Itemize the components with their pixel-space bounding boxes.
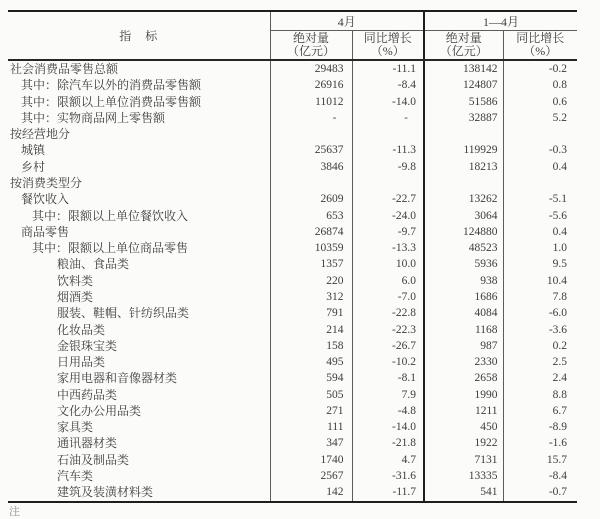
cell-value: 312 xyxy=(270,289,352,305)
cell-value: 594 xyxy=(270,370,352,386)
cell-value: 2330 xyxy=(424,354,503,370)
cell-value: -22.3 xyxy=(352,322,424,338)
cell-value: 124880 xyxy=(424,224,503,240)
table-row xyxy=(8,159,577,175)
cell-value: -11.1 xyxy=(352,60,424,77)
table-row xyxy=(8,256,577,272)
table-row xyxy=(8,77,577,93)
cell-value: -0.3 xyxy=(548,144,568,157)
row-label: 日用品类 xyxy=(8,354,270,370)
cell-value: 271 xyxy=(270,403,352,419)
row-label: 其中：除汽车以外的消费品零售额 xyxy=(8,77,270,93)
header-absolute-unit: （亿元） xyxy=(286,44,335,58)
cell-value: -21.8 xyxy=(352,435,424,451)
table-row xyxy=(8,110,577,126)
cell-value: 505 xyxy=(270,387,352,403)
cell-value: 48523 xyxy=(424,240,503,256)
cell-value: 10.4 xyxy=(546,274,568,287)
cell-value: 1.0 xyxy=(552,242,568,255)
cell-value: 119929 xyxy=(424,142,503,158)
cell-value: -8.4 xyxy=(352,77,424,93)
cell-value: 791 xyxy=(270,305,352,321)
header-april-yoy xyxy=(352,31,424,61)
cell-value: 214 xyxy=(270,322,352,338)
cell-value: 938 xyxy=(424,273,503,289)
cell-value: -14.0 xyxy=(352,94,424,110)
cell-value xyxy=(503,175,577,191)
row-label: 按消费类型分 xyxy=(8,175,270,191)
cell-value: 987 xyxy=(424,338,503,354)
cell-value: 3064 xyxy=(424,208,503,224)
cell-value: - xyxy=(352,110,424,126)
row-label: 粮油、食品类 xyxy=(8,256,270,272)
cell-value: 1990 xyxy=(424,387,503,403)
table-row xyxy=(8,191,577,207)
row-label: 乡村 xyxy=(8,159,270,175)
cell-value xyxy=(424,126,503,142)
table-row xyxy=(8,60,577,77)
cell-value: 11012 xyxy=(270,94,352,110)
cell-value: 0.4 xyxy=(552,160,568,173)
row-label: 餐饮收入 xyxy=(8,191,270,207)
cell-value: -4.8 xyxy=(352,403,424,419)
cell-value: 495 xyxy=(270,354,352,370)
row-label: 石油及制品类 xyxy=(8,452,270,468)
cell-value: 1168 xyxy=(424,322,503,338)
cell-value: 1922 xyxy=(424,435,503,451)
retail-sales-table xyxy=(8,10,577,503)
table-row xyxy=(8,208,577,224)
cell-value: 26916 xyxy=(270,77,352,93)
table-row xyxy=(8,142,577,158)
cell-value: 6.0 xyxy=(352,273,424,289)
cell-value xyxy=(424,175,503,191)
cell-value: -8.9 xyxy=(548,421,568,434)
row-label: 化妆品类 xyxy=(8,322,270,338)
cell-value: -22.7 xyxy=(352,191,424,207)
cell-value: -8.4 xyxy=(548,470,568,483)
cell-value: 51586 xyxy=(424,94,503,110)
row-label: 金银珠宝类 xyxy=(8,338,270,354)
cell-value: 13262 xyxy=(424,191,503,207)
row-label: 文化办公用品类 xyxy=(8,403,270,419)
cell-value: 7.9 xyxy=(352,387,424,403)
table-row xyxy=(8,273,577,289)
cell-value: 653 xyxy=(270,208,352,224)
cell-value: 3846 xyxy=(270,159,352,175)
cell-value: -5.6 xyxy=(548,209,568,222)
cell-value: 10.0 xyxy=(352,256,424,272)
cell-value: 0.2 xyxy=(552,339,568,352)
table-row xyxy=(8,94,577,110)
row-label: 其中：限额以上单位商品零售 xyxy=(8,240,270,256)
row-label: 家具类 xyxy=(8,419,270,435)
cell-value: 18213 xyxy=(424,159,503,175)
cell-value: -0.2 xyxy=(548,63,568,75)
cell-value: -11.7 xyxy=(352,484,424,501)
cell-value: -31.6 xyxy=(352,468,424,484)
cell-value: 541 xyxy=(424,484,503,501)
table-row xyxy=(8,224,577,240)
table-row xyxy=(8,175,577,191)
cell-value: -14.0 xyxy=(352,419,424,435)
cell-value: 13335 xyxy=(424,468,503,484)
table-row xyxy=(8,322,577,338)
table-row xyxy=(8,354,577,370)
row-label: 其中：限额以上单位餐饮收入 xyxy=(8,208,270,224)
cell-value: 142 xyxy=(270,484,352,501)
cell-value xyxy=(352,126,424,142)
cell-value: 10359 xyxy=(270,240,352,256)
cell-value: 1740 xyxy=(270,452,352,468)
cell-value: 15.7 xyxy=(546,453,568,466)
cell-value: 158 xyxy=(270,338,352,354)
cell-value: 2567 xyxy=(270,468,352,484)
header-group-april: 4月 xyxy=(270,11,424,31)
table-row xyxy=(8,452,577,468)
cell-value: 1357 xyxy=(270,256,352,272)
cell-value: -6.0 xyxy=(548,307,568,320)
row-label: 其中：实物商品网上零售额 xyxy=(8,110,270,126)
header-group-jan-apr: 1—4月 xyxy=(424,11,577,31)
table-row xyxy=(8,289,577,305)
header-absolute-label: 绝对量 xyxy=(292,31,329,45)
table-header xyxy=(8,11,577,60)
cell-value: 8.8 xyxy=(552,388,568,401)
cell-value: -9.8 xyxy=(352,159,424,175)
cell-value: -24.0 xyxy=(352,208,424,224)
row-label: 服装、鞋帽、针纺织品类 xyxy=(8,305,270,321)
table-row xyxy=(8,468,577,484)
cell-value: 2658 xyxy=(424,370,503,386)
table-row xyxy=(8,240,577,256)
cell-value xyxy=(270,175,352,191)
cell-value: 220 xyxy=(270,273,352,289)
row-label: 中西药品类 xyxy=(8,387,270,403)
header-absolute-unit: （亿元） xyxy=(439,44,488,58)
table-body xyxy=(8,60,577,502)
row-label: 饮料类 xyxy=(8,273,270,289)
cell-value: -26.7 xyxy=(352,338,424,354)
cell-value: 347 xyxy=(270,435,352,451)
header-yoy-unit: （%） xyxy=(523,44,558,58)
row-label: 汽车类 xyxy=(8,468,270,484)
table-row xyxy=(8,419,577,435)
cell-value: -11.3 xyxy=(352,142,424,158)
cell-value: 1211 xyxy=(424,403,503,419)
cell-value: 5.2 xyxy=(552,111,568,124)
row-label: 其中：限额以上单位消费品零售额 xyxy=(8,94,270,110)
cell-value: 29483 xyxy=(270,60,352,77)
table-row xyxy=(8,305,577,321)
cell-value: -5.1 xyxy=(548,193,568,206)
row-label: 建筑及装潢材料类 xyxy=(8,484,270,501)
cell-value: 9.5 xyxy=(552,258,568,271)
cell-value: 2.5 xyxy=(552,356,568,369)
table-row xyxy=(8,338,577,354)
cell-value: 0.4 xyxy=(552,225,568,238)
cell-value: -13.3 xyxy=(352,240,424,256)
table-row xyxy=(8,370,577,386)
table-row xyxy=(8,403,577,419)
cell-value: -1.6 xyxy=(548,437,568,450)
cell-value: 26874 xyxy=(270,224,352,240)
cell-value: 4084 xyxy=(424,305,503,321)
cell-value xyxy=(352,175,424,191)
row-label: 社会消费品零售总额 xyxy=(8,60,270,77)
cell-value xyxy=(503,126,577,142)
cell-value: -8.1 xyxy=(352,370,424,386)
cell-value: 4.7 xyxy=(352,452,424,468)
row-label: 烟酒类 xyxy=(8,289,270,305)
cell-value: 5936 xyxy=(424,256,503,272)
cell-value: -7.0 xyxy=(352,289,424,305)
row-label: 商品零售 xyxy=(8,224,270,240)
cell-value: - xyxy=(270,110,352,126)
cell-value: -0.7 xyxy=(548,486,568,499)
cell-value: -9.7 xyxy=(352,224,424,240)
cell-value: 0.8 xyxy=(552,79,568,92)
header-yoy-label: 同比增长 xyxy=(363,31,412,45)
table-row xyxy=(8,484,577,501)
header-indicator: 指 标 xyxy=(8,11,270,60)
cell-value: -3.6 xyxy=(548,323,568,336)
cell-value: 111 xyxy=(270,419,352,435)
table-row xyxy=(8,387,577,403)
cell-value: -10.2 xyxy=(352,354,424,370)
header-yoy-unit: （%） xyxy=(370,44,405,58)
cell-value: 450 xyxy=(424,419,503,435)
footnote-fragment: 注 xyxy=(9,506,20,518)
cell-value: 32887 xyxy=(424,110,503,126)
cell-value: 6.7 xyxy=(552,404,568,417)
header-janapr-absolute xyxy=(424,31,503,61)
cell-value: 138142 xyxy=(424,60,503,77)
table-row xyxy=(8,435,577,451)
cell-value: 25637 xyxy=(270,142,352,158)
row-label: 按经营地分 xyxy=(8,126,270,142)
cell-value: 1686 xyxy=(424,289,503,305)
cell-value: 0.6 xyxy=(552,95,568,108)
table-row xyxy=(8,126,577,142)
row-label: 城镇 xyxy=(8,142,270,158)
cell-value: 7131 xyxy=(424,452,503,468)
cell-value: -22.8 xyxy=(352,305,424,321)
header-absolute-label: 绝对量 xyxy=(445,31,482,45)
cell-value: 2609 xyxy=(270,191,352,207)
row-label: 家用电器和音像器材类 xyxy=(8,370,270,386)
cell-value: 7.8 xyxy=(552,290,568,303)
header-janapr-yoy xyxy=(503,31,577,61)
cell-value xyxy=(270,126,352,142)
row-label: 通讯器材类 xyxy=(8,435,270,451)
header-yoy-label: 同比增长 xyxy=(516,31,565,45)
header-april-absolute xyxy=(270,31,352,61)
cell-value: 2.4 xyxy=(552,372,568,385)
cell-value: 124807 xyxy=(424,77,503,93)
